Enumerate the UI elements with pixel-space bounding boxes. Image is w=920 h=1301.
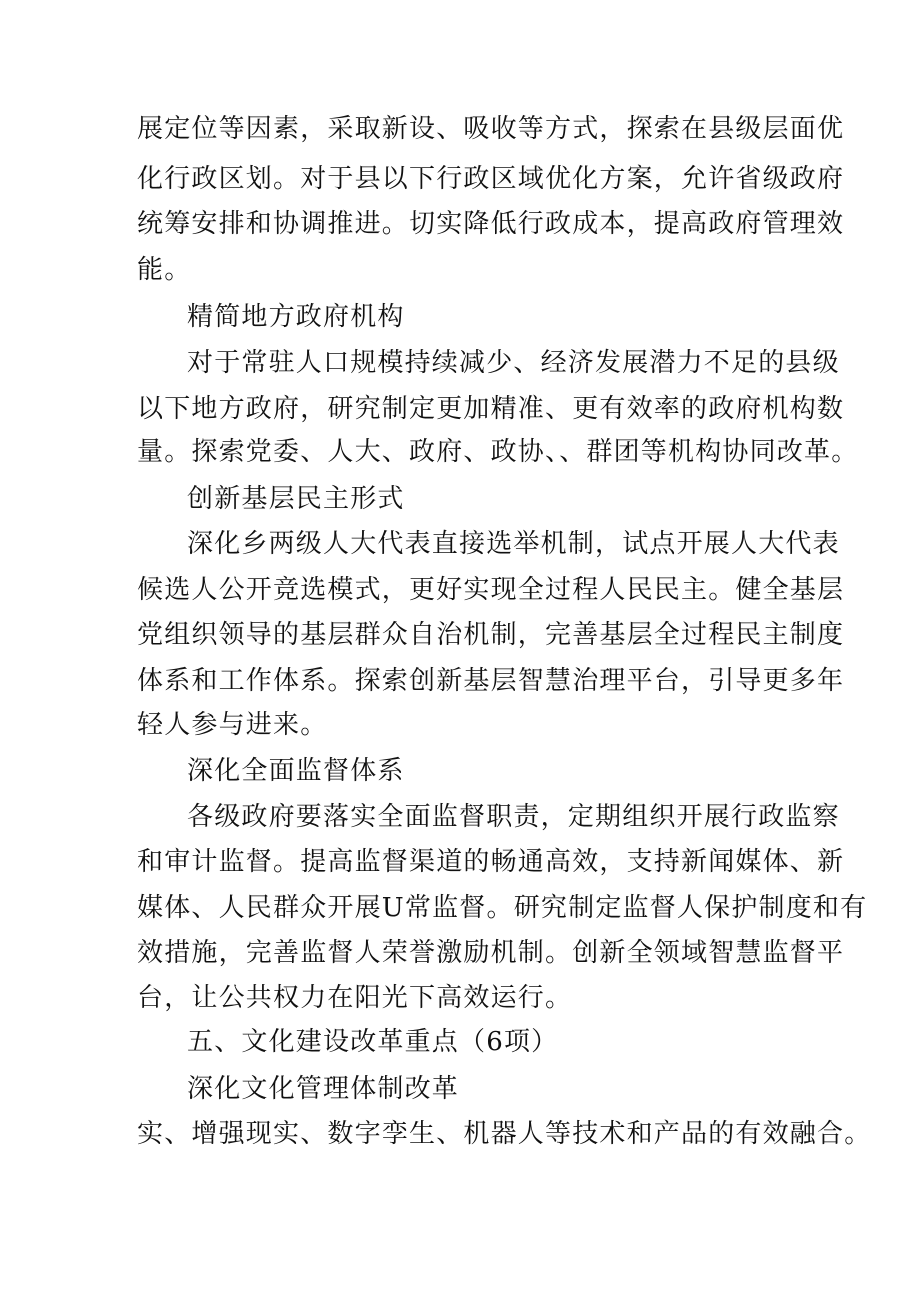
body-text-line: 媒体、人民群众开展U常监督。研究制定监督人保护制度和有	[137, 893, 868, 923]
body-text-line: 能。	[137, 255, 192, 285]
paragraph-first-line: 深化乡两级人大代表直接选举机制，试点开展人大代表	[187, 529, 840, 559]
section-heading: 创新基层民主形式	[187, 484, 405, 514]
paragraph-first-line: 对于常驻人口规模持续减少、经济发展潜力不足的县级	[187, 348, 840, 378]
body-text-line: 和审计监督。提高监督渠道的畅通高效，支持新闻媒体、新	[137, 847, 845, 877]
body-text-line: 实、增强现实、数字孪生、机器人等技术和产品的有效融合。	[137, 1119, 872, 1149]
body-text-line: 体系和工作体系。探索创新基层智慧治理平台，引导更多年	[137, 666, 845, 696]
section-heading: 深化文化管理体制改革	[187, 1074, 460, 1104]
paragraph-first-line: 各级政府要落实全面监督职责，定期组织开展行政监察	[187, 802, 840, 832]
section-heading: 精简地方政府机构	[187, 302, 405, 332]
body-text-line: 台，让公共权力在阳光下高效运行。	[137, 983, 573, 1013]
body-text-line: 效措施，完善监督人荣誉激励机制。创新全领域智慧监督平	[137, 938, 845, 968]
section-heading: 深化全面监督体系	[187, 756, 405, 786]
body-text-line: 量。探索党委、人大、政府、政协、、群团等机构协同改革。	[137, 437, 859, 467]
body-text-line: 以下地方政府，研究制定更加精准、更有效率的政府机构数	[137, 394, 845, 424]
body-text-line: 化行政区划。对于县以下行政区域优化方案，允许省级政府	[137, 164, 845, 194]
body-text-line: 统筹安排和协调推进。切实降低行政成本，提高政府管理效	[137, 209, 845, 239]
body-text-line: 轻人参与进来。	[137, 710, 328, 740]
body-text-line: 候选人公开竞选模式，更好实现全过程人民民主。健全基层	[137, 575, 845, 605]
chapter-heading: 五、文化建设改革重点（6项）	[187, 1027, 559, 1057]
body-text-line: 展定位等因素，采取新设、吸收等方式，探索在县级层面优	[137, 114, 845, 144]
body-text-line: 党组织领导的基层群众自治机制，完善基层全过程民主制度	[137, 620, 845, 650]
